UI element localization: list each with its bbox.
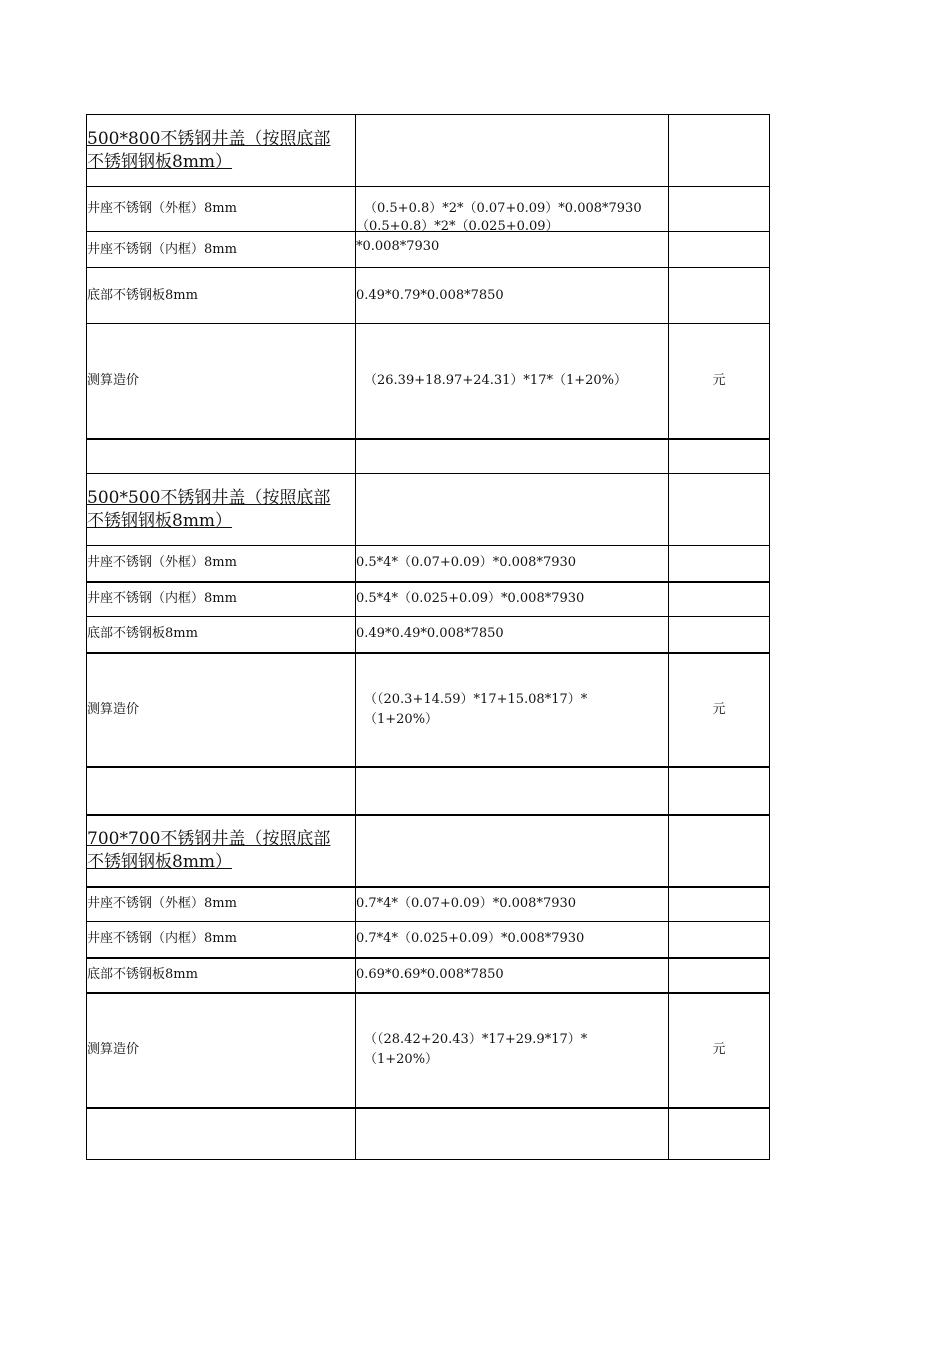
- item-row: [87, 232, 770, 268]
- empty-cell[interactable]: [669, 815, 770, 887]
- empty-cell[interactable]: [669, 1108, 770, 1160]
- empty-cell[interactable]: [356, 815, 669, 887]
- unit-label[interactable]: 元: [669, 324, 770, 439]
- empty-cell[interactable]: [669, 958, 770, 993]
- empty-cell[interactable]: [356, 767, 669, 815]
- cost-formula-cell[interactable]: [356, 653, 669, 767]
- item-label[interactable]: 底部不锈钢板8mm: [87, 958, 356, 993]
- empty-cell[interactable]: [669, 546, 770, 582]
- cost-formula[interactable]: （26.39+18.97+24.31）*17*（1+20%）: [356, 324, 669, 439]
- empty-cell[interactable]: [669, 887, 770, 922]
- item-formula[interactable]: 0.49*0.49*0.008*7850: [356, 617, 669, 653]
- empty-cell[interactable]: [669, 439, 770, 474]
- empty-cell[interactable]: [87, 1108, 356, 1160]
- blank-row: [87, 439, 770, 474]
- item-row: [87, 922, 770, 958]
- item-formula[interactable]: 0.49*0.79*0.008*7850: [356, 268, 669, 324]
- cost-row: [87, 653, 770, 767]
- section-title-row: [87, 474, 770, 546]
- cost-formula-cell[interactable]: [356, 993, 669, 1108]
- section-title-cell[interactable]: [87, 474, 356, 546]
- empty-cell[interactable]: [669, 474, 770, 546]
- item-row: [87, 582, 770, 617]
- item-label[interactable]: 底部不锈钢板8mm: [87, 617, 356, 653]
- section-title: 700*700不锈钢井盖（按照底部不锈钢钢板8mm）: [87, 828, 331, 872]
- item-formula[interactable]: 0.69*0.69*0.008*7850: [356, 958, 669, 993]
- section-title-cell[interactable]: [87, 115, 356, 187]
- empty-cell[interactable]: [669, 582, 770, 617]
- item-label[interactable]: 井座不锈钢（外框）8mm: [87, 187, 356, 232]
- item-row: [87, 958, 770, 993]
- empty-cell[interactable]: [356, 1108, 669, 1160]
- empty-cell[interactable]: [356, 439, 669, 474]
- section-title-row: [87, 815, 770, 887]
- item-row: [87, 887, 770, 922]
- section-title: 500*500不锈钢井盖（按照底部不锈钢钢板8mm）: [87, 487, 331, 531]
- item-formula[interactable]: 0.7*4*（0.07+0.09）*0.008*7930: [356, 887, 669, 922]
- cost-row: [87, 993, 770, 1108]
- item-formula[interactable]: （0.5+0.8）*2*（0.07+0.09）*0.008*7930: [356, 187, 669, 232]
- item-formula-cell[interactable]: [356, 219, 669, 268]
- item-row: [87, 546, 770, 582]
- item-label[interactable]: 井座不锈钢（内框）8mm: [87, 582, 356, 617]
- item-label[interactable]: 井座不锈钢（内框）8mm: [87, 232, 356, 268]
- empty-cell[interactable]: [669, 922, 770, 958]
- empty-cell[interactable]: [356, 115, 669, 187]
- empty-cell[interactable]: [669, 115, 770, 187]
- empty-cell[interactable]: [669, 268, 770, 324]
- blank-row: [87, 1108, 770, 1160]
- section-title-cell[interactable]: [87, 815, 356, 887]
- cost-row: [87, 324, 770, 439]
- empty-cell[interactable]: [87, 767, 356, 815]
- item-label[interactable]: 底部不锈钢板8mm: [87, 268, 356, 324]
- cost-estimate-table: [86, 114, 770, 1160]
- section-title: 500*800不锈钢井盖（按照底部不锈钢钢板8mm）: [87, 128, 331, 172]
- cost-formula: （（28.42+20.43）*17+29.9*17）*（1+20%）: [364, 1032, 588, 1067]
- unit-label[interactable]: 元: [669, 993, 770, 1108]
- empty-cell[interactable]: [87, 439, 356, 474]
- unit-label[interactable]: 元: [669, 653, 770, 767]
- empty-cell[interactable]: [669, 767, 770, 815]
- empty-cell[interactable]: [669, 187, 770, 232]
- blank-row: [87, 767, 770, 815]
- cost-label[interactable]: 测算造价: [87, 653, 356, 767]
- cost-formula: （（20.3+14.59）*17+15.08*17）*（1+20%）: [364, 691, 588, 727]
- cost-label[interactable]: 测算造价: [87, 324, 356, 439]
- section-title-row: [87, 115, 770, 187]
- empty-cell[interactable]: [356, 474, 669, 546]
- empty-cell[interactable]: [669, 232, 770, 268]
- item-row: [87, 617, 770, 653]
- empty-cell[interactable]: [669, 617, 770, 653]
- item-formula[interactable]: 0.5*4*（0.07+0.09）*0.008*7930: [356, 546, 669, 582]
- item-row: [87, 268, 770, 324]
- item-formula: （0.5+0.8）*2*（0.025+0.09）*0.008*7930: [356, 219, 559, 254]
- item-label[interactable]: 井座不锈钢（外框）8mm: [87, 887, 356, 922]
- item-label[interactable]: 井座不锈钢（内框）8mm: [87, 922, 356, 958]
- cost-label[interactable]: 测算造价: [87, 993, 356, 1108]
- item-formula[interactable]: 0.5*4*（0.025+0.09）*0.008*7930: [356, 582, 669, 617]
- item-label[interactable]: 井座不锈钢（外框）8mm: [87, 546, 356, 582]
- item-formula[interactable]: 0.7*4*（0.025+0.09）*0.008*7930: [356, 922, 669, 958]
